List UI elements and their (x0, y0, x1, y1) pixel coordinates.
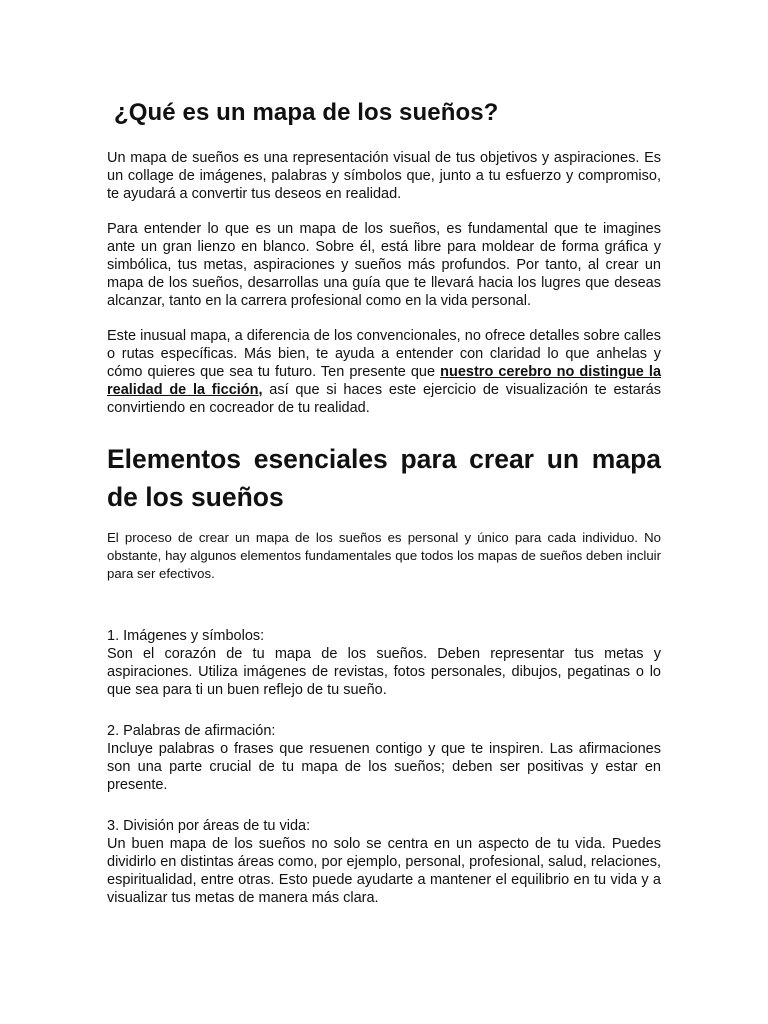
section-intro: El proceso de crear un mapa de los sueños es personal y único para cada individuo. No obstante, hay algunos elementos fundamentales que todos los mapas de sueños deben incluir para ser efectivos. (107, 530, 661, 581)
list-item-title: 2. Palabras de afirmación: (107, 723, 276, 739)
paragraph-text-end: así que si haces este ejercicio de visualización te estarás convirtiendo en cocreador de tu realidad. (107, 382, 662, 416)
list-item-title: 1. Imágenes y símbolos: (107, 628, 265, 644)
list-item-text: Incluye palabras o frases que resuenen contigo y que te inspiren. Las afirmaciones son una parte crucial de tu mapa de los sueños; deben ser positivas y estar en presente. (107, 741, 661, 793)
paragraph-text-start: Este inusual mapa, a diferencia de los convencionales, no ofrece detalles sobre calles o rutas específicas. Más bien, te ayuda a entender con claridad lo que anhelas y cómo quieres que sea tu futuro. Ten presente que (107, 328, 661, 380)
list-item-division (107, 817, 661, 907)
paragraph-inusual-mapa (107, 327, 661, 417)
intro-paragraph: Un mapa de sueños es una representación visual de tus objetivos y aspiraciones. Es un collage de imágenes, palabras y símbolos que, junto a tu esfuerzo y compromiso, te ayudará a convertir tus deseos en realidad. (107, 150, 661, 202)
list-item-palabras (107, 722, 661, 794)
emphasized-phrase: nuestro cerebro no distingue la realidad de la ficción, (107, 364, 662, 398)
list-item-imagenes (107, 627, 661, 699)
list-item-text: Un buen mapa de los sueños no solo se centra en un aspecto de tu vida. Puedes dividirlo en distintas áreas como, por ejemplo, personal, profesional, salud, relaciones, espiritualidad, entre otras. Esto puede ayudarte a mantener el equilibrio en tu vida y a visualizar tus metas de manera más clara. (107, 836, 661, 906)
list-item-text: Son el corazón de tu mapa de los sueños. Deben representar tus metas y aspiraciones. Utiliza imágenes de revistas, fotos personales, dibujos, pegatinas o lo que sea para ti un buen reflejo de tu sueño. (107, 646, 661, 698)
paragraph-lienzo: Para entender lo que es un mapa de los sueños, es fundamental que te imagines ante un gran lienzo en blanco. Sobre él, está libre para moldear de forma gráfica y simbólica, tus metas, aspiraciones y sueños más profundos. Por tanto, al crear un mapa de los sueños, desarrollas una guía que te llevará hacia los lugres que deseas alcanzar, tanto en la carrera profesional como en la vida personal. (107, 221, 661, 309)
list-item-title: 3. División por áreas de tu vida: (107, 818, 311, 834)
page-title: ¿Qué es un mapa de los sueños? (114, 99, 499, 126)
section-heading: Elementos esenciales para crear un mapa de los sueños (107, 444, 661, 512)
